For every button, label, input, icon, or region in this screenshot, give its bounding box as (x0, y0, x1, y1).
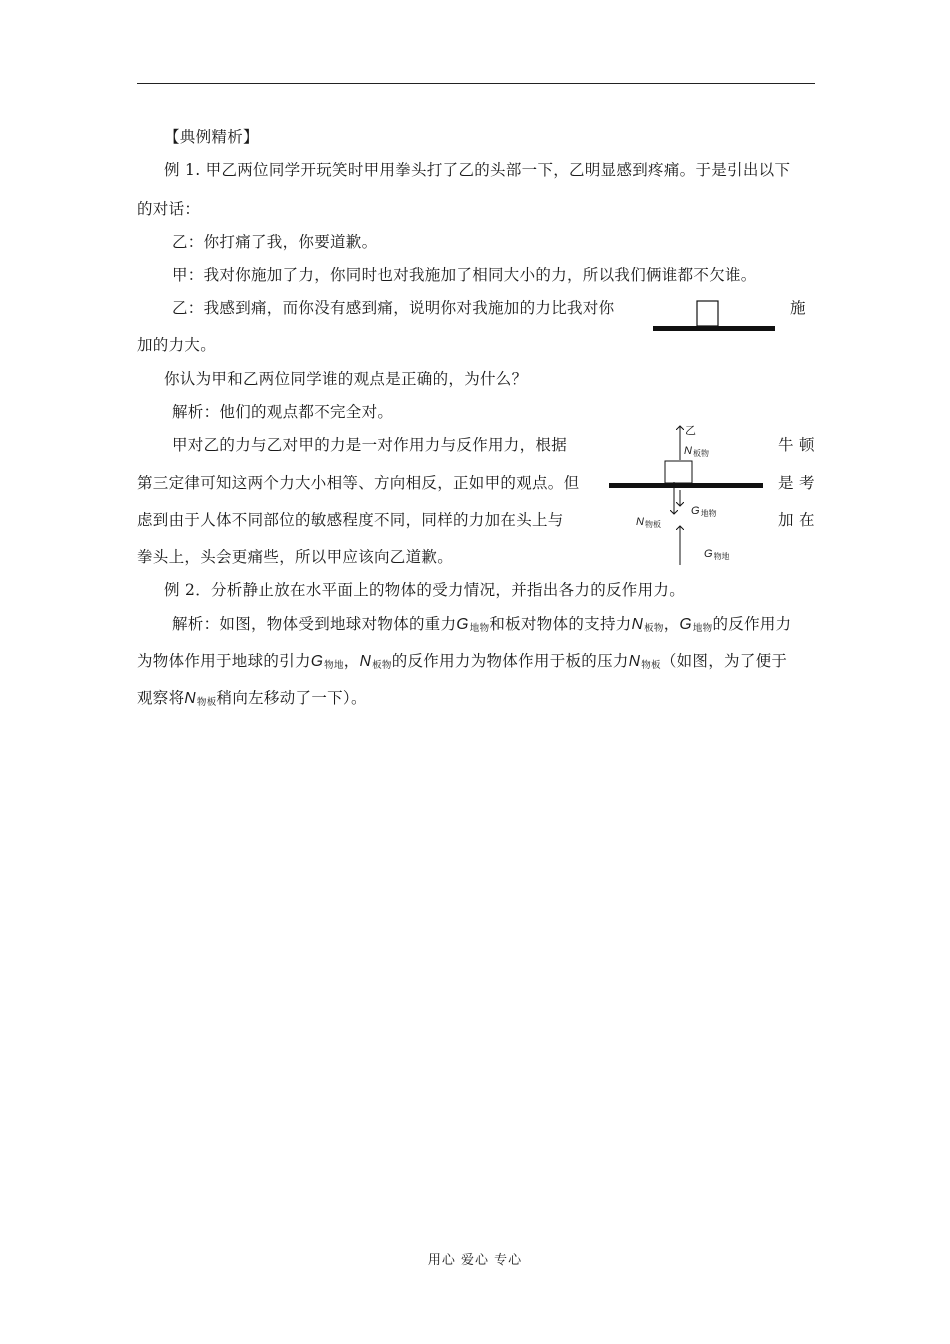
label-g-diwu: G地物 (691, 505, 717, 518)
board-shape (653, 326, 775, 331)
paragraph-line3-end: 加 在 (778, 511, 815, 529)
page-footer: 用心 爱心 专心 (427, 1253, 523, 1268)
example2-analysis-line3: 观察将$N_{物板}$稍向左移动了一下）。 (137, 689, 367, 708)
label-n-wuban: N物板 (636, 516, 661, 529)
figure-block-on-board (650, 298, 780, 338)
label-n-banwu: N板物 (684, 445, 709, 458)
paragraph-line2-end: 是 考 (778, 474, 815, 492)
section-title: 【典例精析】 (164, 128, 259, 146)
analysis-line: 解析：他们的观点都不完全对。 (172, 403, 394, 421)
figure-force-diagram (605, 420, 770, 570)
example1-line2: 的对话： (137, 200, 201, 218)
example1-line1: 例 1. 甲乙两位同学开玩笑时甲用拳头打了乙的头部一下，乙明显感到疼痛。于是引出以下 (164, 161, 791, 179)
dialogue-yi-2b: 施 (790, 299, 806, 317)
force-diagram-shapes (605, 420, 770, 570)
example2-analysis-line2: 为物体作用于地球的引力$G_{物地}$，$N_{板物}$的反作用力为物体作用于板的压力$N_{物板}$（如图，为了便于 (137, 652, 788, 671)
header-rule (137, 83, 815, 84)
paragraph-line1: 甲对乙的力与乙对甲的力是一对作用力与反作用力，根据 (172, 436, 568, 454)
board-shape (609, 483, 763, 488)
paragraph-line2: 第三定律可知这两个力大小相等、方向相反，正如甲的观点。但 (137, 474, 580, 492)
paragraph-line3: 虑到由于人体不同部位的敏感程度不同，同样的力加在头上与 (137, 511, 564, 529)
example2-line1: 例 2．分析静止放在水平面上的物体的受力情况，并指出各力的反作用力。 (164, 581, 685, 599)
block-shape (697, 301, 718, 326)
dialogue-jia: 甲：我对你施加了力，你同时也对我施加了相同大小的力，所以我们俩谁都不欠谁。 (172, 266, 757, 284)
label-yi: 乙 (685, 424, 696, 437)
dialogue-yi-1: 乙：你打痛了我，你要道歉。 (172, 233, 378, 251)
example2-analysis-line1: 解析：如图，物体受到地球对物体的重力$G_{地物}$和板对物体的支持力$N_{板物}$，$G_{地物}$的反作用力 (172, 615, 792, 634)
dialogue-yi-2c: 加的力大。 (137, 336, 217, 354)
block-shape (665, 461, 692, 483)
paragraph-line4: 拳头上，头会更痛些，所以甲应该向乙道歉。 (137, 548, 454, 566)
label-g-wudi: G物地 (704, 548, 730, 561)
dialogue-yi-2a: 乙：我感到痛，而你没有感到痛，说明你对我施加的力比我对你 (172, 299, 615, 317)
paragraph-line1-end: 牛 顿 (778, 436, 815, 454)
question-line: 你认为甲和乙两位同学谁的观点是正确的，为什么？ (164, 370, 528, 388)
